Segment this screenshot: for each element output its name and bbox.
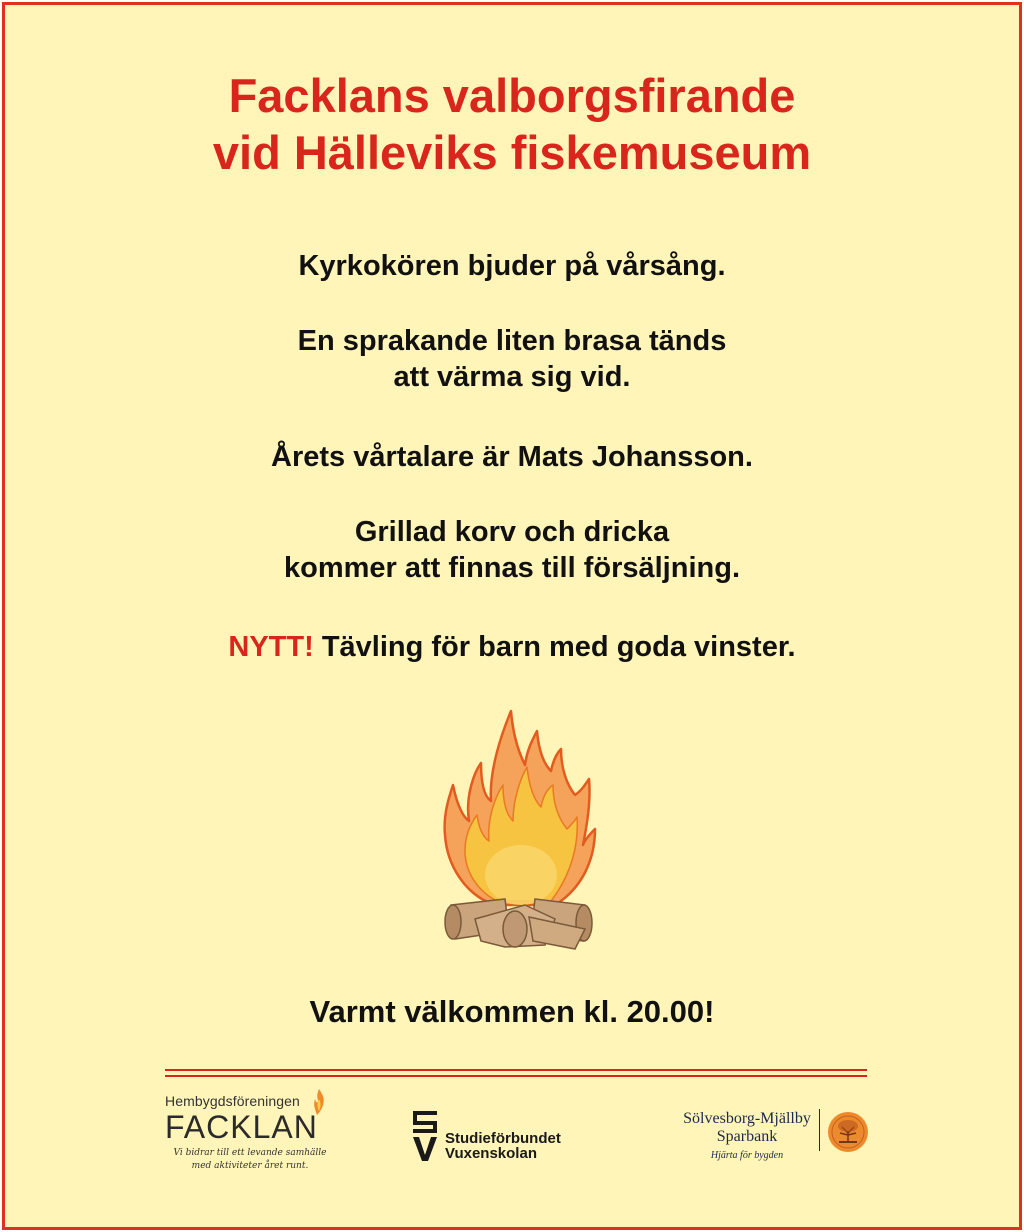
competition-text: Tävling för barn med goda vinster. xyxy=(313,631,796,663)
vuxenskolan-text xyxy=(445,1131,561,1161)
poster-title xyxy=(5,67,1019,181)
food-paragraph xyxy=(5,514,1019,586)
logs xyxy=(445,899,592,949)
campfire-icon xyxy=(435,705,605,953)
event-poster xyxy=(2,2,1022,1230)
facklan-name: FACKLAN xyxy=(165,1109,318,1145)
choir-paragraph xyxy=(5,248,1019,284)
sparbank-name-line-1: Sölvesborg-Mjällby xyxy=(683,1110,811,1127)
facklan-logo xyxy=(157,1087,347,1187)
title-line-2: vid Hälleviks fiskemuseum xyxy=(212,126,812,179)
bonfire-text-line-1: En sprakande liten brasa tänds xyxy=(297,325,727,357)
bonfire-text-line-2: att värma sig vid. xyxy=(393,361,631,393)
sparbank-tagline: Hjärta för bygden xyxy=(710,1150,784,1161)
title-line-1: Facklans valborgsfirande xyxy=(228,69,796,122)
competition-paragraph xyxy=(5,629,1019,665)
food-text-line-2: kommer att finnas till försäljning. xyxy=(283,552,740,584)
welcome-text: Varmt välkommen kl. 20.00! xyxy=(309,994,715,1029)
new-label: NYTT! xyxy=(228,631,314,663)
sparbank-divider xyxy=(819,1109,820,1151)
sv-mark-icon xyxy=(409,1107,443,1161)
facklan-small-text: Hembygdsföreningen xyxy=(165,1093,300,1109)
facklan-tagline-line-2: med aktiviteter året runt. xyxy=(191,1161,309,1171)
vuxenskolan-line-2: Vuxenskolan xyxy=(445,1145,537,1162)
choir-text: Kyrkokören bjuder på vårsång. xyxy=(298,250,726,282)
food-text-line-1: Grillad korv och dricka xyxy=(354,516,670,548)
tree-seal-icon xyxy=(827,1111,869,1153)
speaker-paragraph xyxy=(5,439,1019,475)
vuxenskolan-logo xyxy=(409,1105,609,1165)
speaker-text: Årets vårtalare är Mats Johansson. xyxy=(271,441,753,473)
sparbank-name xyxy=(677,1110,817,1146)
vuxenskolan-line-1: Studieförbundet xyxy=(445,1130,561,1147)
divider-top xyxy=(165,1069,867,1071)
facklan-tagline xyxy=(165,1147,335,1173)
bonfire-paragraph xyxy=(5,323,1019,395)
divider-bottom xyxy=(165,1075,867,1077)
sparbank-name-line-2: Sparbank xyxy=(716,1128,778,1145)
sparbank-logo xyxy=(675,1105,875,1169)
facklan-tagline-line-1: Vi bidrar till ett levande samhälle xyxy=(173,1148,327,1158)
